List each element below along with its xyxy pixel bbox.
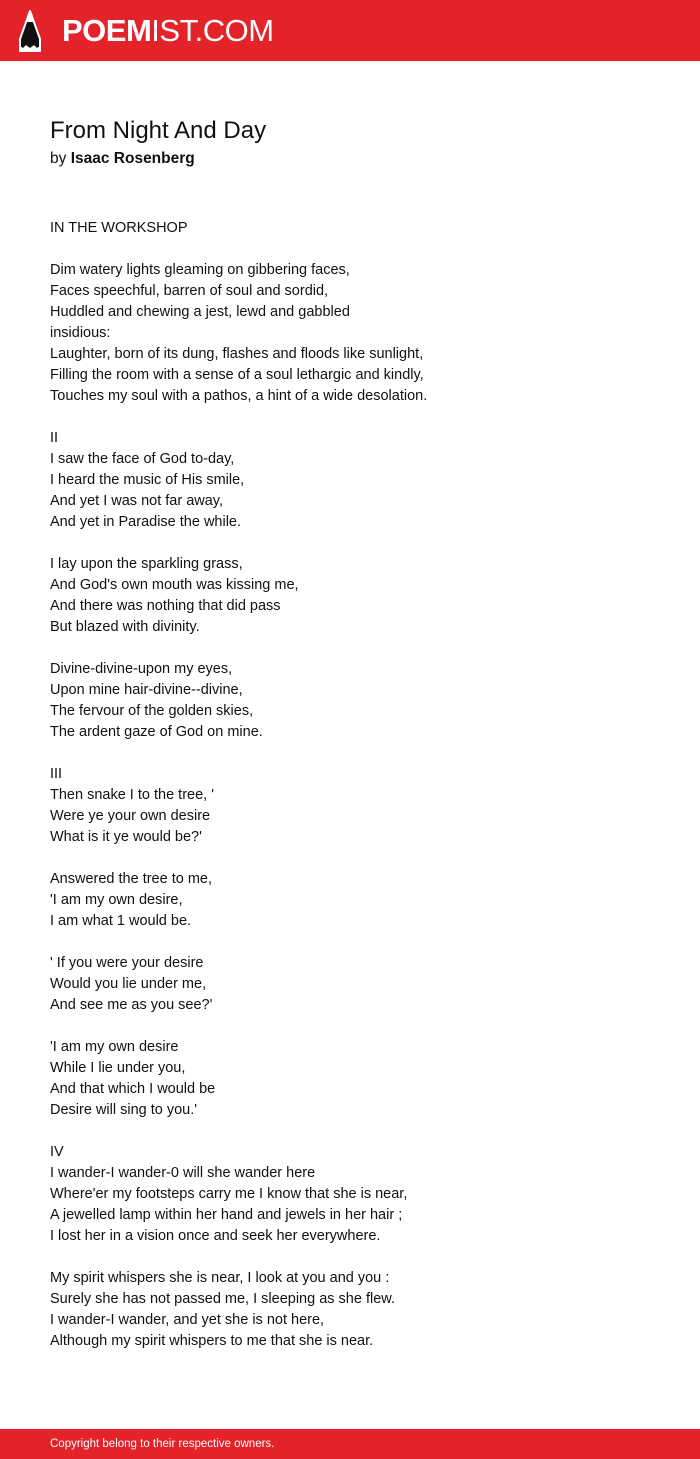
poem-line: ' If you were your desire <box>50 955 204 971</box>
poem-line: The ardent gaze of God on mine. <box>50 724 263 740</box>
poem-line: And yet I was not far away, <box>50 493 224 509</box>
poem-line: I heard the music of His smile, <box>50 472 245 488</box>
poem-line: Faces speechful, barren of soul and sordid, <box>50 283 329 299</box>
poem-line: II <box>50 430 59 446</box>
poem-line: A jewelled lamp within her hand and jewels in her hair ; <box>50 1207 403 1223</box>
poem-line: I lay upon the sparkling grass, <box>50 556 243 572</box>
poem-line: Then snake I to the tree, ' <box>50 787 214 803</box>
poem-line: Divine-divine-upon my eyes, <box>50 661 233 677</box>
poem-line: Were ye your own desire <box>50 808 211 824</box>
by-label: by <box>50 150 67 167</box>
poem-line: Desire will sing to you.' <box>50 1102 198 1118</box>
stanza-break <box>50 743 670 764</box>
poem-line: And see me as you see?' <box>50 997 213 1013</box>
poem-line: I saw the face of God to-day, <box>50 451 235 467</box>
poem-line: And God's own mouth was kissing me, <box>50 577 299 593</box>
poem-line: Filling the room with a sense of a soul lethargic and kindly, <box>50 367 424 383</box>
pencil-tip-icon[interactable] <box>18 10 42 52</box>
poem-line: IN THE WORKSHOP <box>50 220 188 236</box>
stanza-break <box>50 533 670 554</box>
poem-line: I am what 1 would be. <box>50 913 192 929</box>
poem-line: Would you lie under me, <box>50 976 207 992</box>
poem-author: Isaac Rosenberg <box>70 150 195 167</box>
poem-line: I wander-I wander, and yet she is not here, <box>50 1312 325 1328</box>
stanza-break <box>50 239 670 260</box>
poem-line: My spirit whispers she is near, I look at you and you : <box>50 1270 390 1286</box>
poem-line: And that which I would be <box>50 1081 216 1097</box>
poem-line: I wander-I wander-0 will she wander here <box>50 1165 316 1181</box>
poem-line: The fervour of the golden skies, <box>50 703 254 719</box>
stanza-break <box>50 932 670 953</box>
poem-line: 'I am my own desire, <box>50 892 183 908</box>
poem-line: Where'er my footsteps carry me I know that she is near, <box>50 1186 408 1202</box>
poem-line: I lost her in a vision once and seek her everywhere. <box>50 1228 381 1244</box>
logo-light-text: IST.COM <box>151 13 274 48</box>
poem-line: Huddled and chewing a jest, lewd and gabbled <box>50 304 350 320</box>
stanza-break <box>50 1121 670 1142</box>
poem-line: Laughter, born of its dung, flashes and floods like sunlight, <box>50 346 424 362</box>
stanza-break <box>50 407 670 428</box>
poem-byline <box>50 148 195 170</box>
poem-line: Surely she has not passed me, I sleeping as she flew. <box>50 1291 395 1307</box>
poem-line: Answered the tree to me, <box>50 871 212 887</box>
poem-line: Dim watery lights gleaming on gibbering faces, <box>50 262 350 278</box>
poem-line: While I lie under you, <box>50 1060 186 1076</box>
poem-line: Although my spirit whispers to me that she is near. <box>50 1333 374 1349</box>
poem-title: From Night And Day <box>50 117 267 144</box>
poem-line: Touches my soul with a pathos, a hint of a wide desolation. <box>50 388 428 404</box>
site-logo[interactable] <box>62 10 274 52</box>
poem-line: And there was nothing that did pass <box>50 598 281 614</box>
logo-bold-text: POEM <box>62 13 152 48</box>
poem-line: And yet in Paradise the while. <box>50 514 242 530</box>
stanza-break <box>50 848 670 869</box>
poem-line: Upon mine hair-divine--divine, <box>50 682 243 698</box>
poem-line: III <box>50 766 63 782</box>
poem-line: IV <box>50 1144 64 1160</box>
stanza-break <box>50 638 670 659</box>
poem-line: What is it ye would be?' <box>50 829 202 845</box>
poem-line: insidious: <box>50 325 111 341</box>
stanza-break <box>50 1016 670 1037</box>
poem-line: But blazed with divinity. <box>50 619 200 635</box>
poem-line: 'I am my own desire <box>50 1039 179 1055</box>
copyright-notice: Copyright belong to their respective owners. <box>50 1438 275 1450</box>
poem-body <box>50 218 670 1352</box>
site-header <box>0 0 700 61</box>
site-footer <box>0 1429 700 1459</box>
stanza-break <box>50 1247 670 1268</box>
